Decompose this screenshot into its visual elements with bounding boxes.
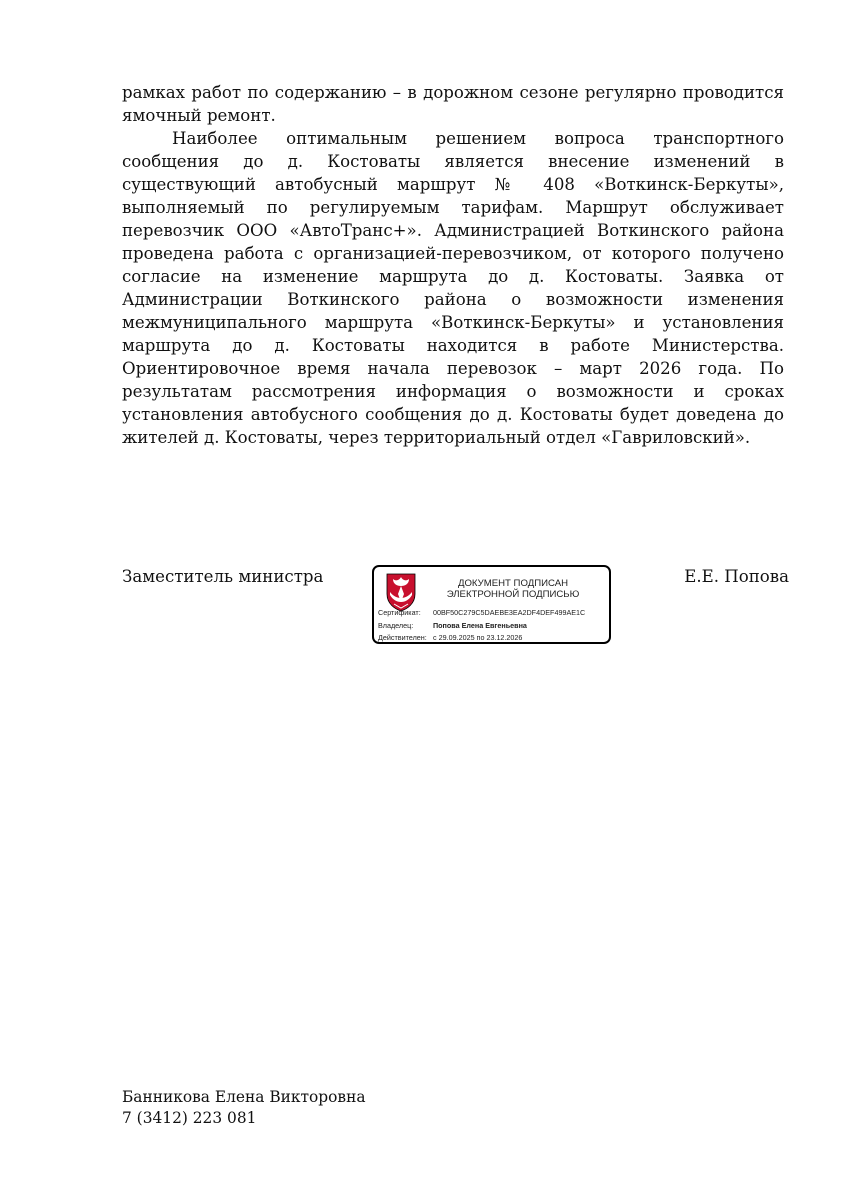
owner-value: Попова Елена Евгеньевна <box>433 621 527 630</box>
signer-name: Е.Е. Попова <box>684 567 789 586</box>
stamp-heading-line-2: ЭЛЕКТРОННОЙ ПОДПИСЬЮ <box>446 589 580 600</box>
stamp-owner-row <box>378 621 527 630</box>
valid-label: Действителен: <box>378 633 427 642</box>
body-paragraph-main: Наиболее оптимальным решением вопроса транспортного сообщения до д. Костоваты является внесение изменений в существующий автобусный маршрут № 408 «Воткинск-Беркуты», выполняемый по регулируемым тарифам. Маршрут обслуживает перевозчик ООО «АвтоТранс+». Администрацией Воткинского района проведена работа с организацией-перевозчиком, от которого получено согласие на изменение маршрута до д. Костоваты. Заявка от Администрации Воткинского района о возможности изменения межмуниципального маршрута «Воткинск-Беркуты» и установления маршрута до д. Костоваты находится в работе Министерства. Ориентировочное время начала перевозок – март 2026 года. По результатам рассмотрения информация о возможности и сроках установления автобусного сообщения до д. Костоваты будет доведена до жителей д. Костоваты, через территориальный отдел «Гавриловский». <box>122 129 784 447</box>
electronic-signature-stamp <box>372 565 611 644</box>
executor-name: Банникова Елена Викторовна <box>122 1088 366 1106</box>
owner-label: Владелец: <box>378 621 414 630</box>
udmurtia-coat-of-arms-icon <box>385 572 417 612</box>
stamp-heading-line-1: ДОКУМЕНТ ПОДПИСАН <box>457 578 569 589</box>
executor-phone: 7 (3412) 223 081 <box>122 1109 257 1127</box>
stamp-validity-row <box>378 633 522 642</box>
executor-contact <box>122 1087 366 1129</box>
certificate-label: Сертификат: <box>378 608 421 617</box>
valid-value: с 29.09.2025 по 23.12.2026 <box>433 633 523 642</box>
certificate-value: 00BF50C279C5DAEBE3EA2DF4DEF499AE1C <box>433 608 586 617</box>
signer-position: Заместитель министра <box>122 567 324 586</box>
body-paragraph-continuation: рамках работ по содержанию – в дорожном сезоне регулярно проводится ямочный ремонт. <box>122 83 784 125</box>
stamp-certificate-row <box>378 608 585 617</box>
